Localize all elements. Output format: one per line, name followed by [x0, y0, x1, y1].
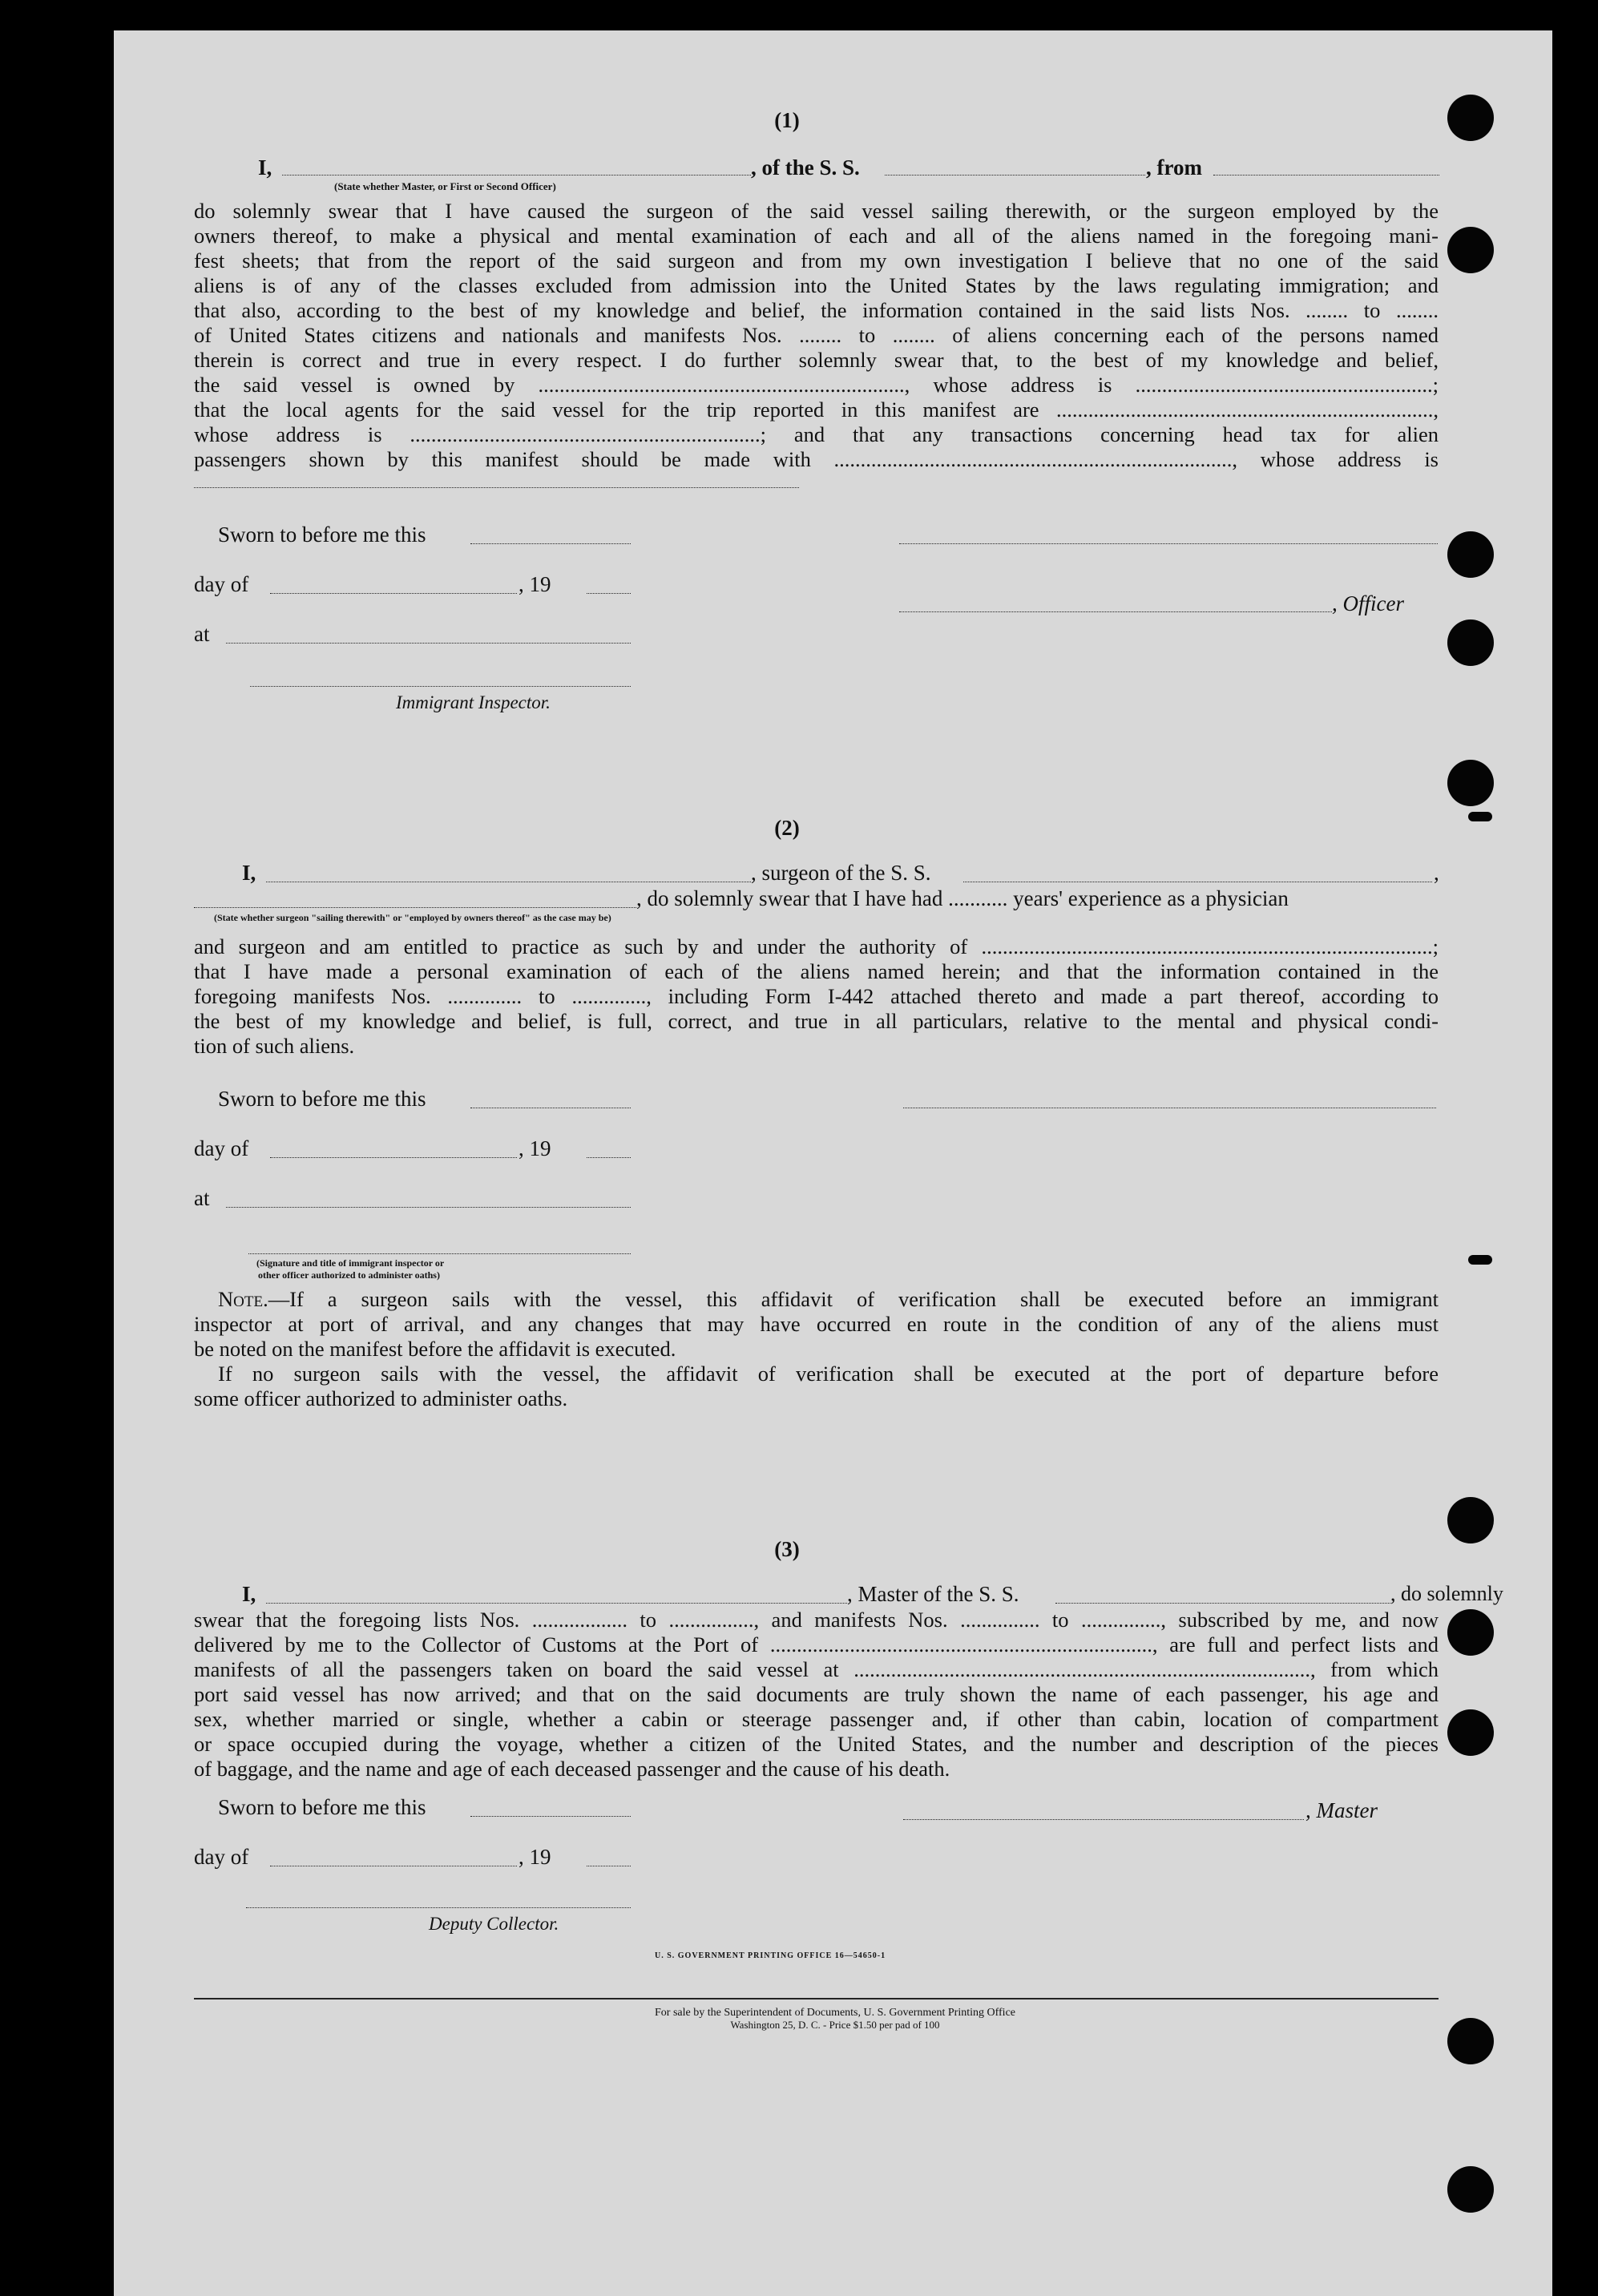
- oath-line: or space occupied during the voyage, whether a citizen of the United States, and the number and description of the pieces: [194, 1732, 1439, 1756]
- oath-line: manifests of all the passengers taken on board the said vessel at ......................................................................................, from which: [194, 1657, 1439, 1681]
- year-label: , 19: [519, 1845, 551, 1869]
- comma: ,: [1434, 861, 1439, 885]
- oath-i: I,: [258, 155, 272, 180]
- master-signature-field[interactable]: [903, 1819, 1304, 1820]
- sworn-label: Sworn to before me this: [218, 1087, 426, 1111]
- oath-line: tion of such aliens.: [194, 1034, 355, 1058]
- oath-line: sex, whether married or single, whether a cabin or steerage passenger and, if other than cabin, location of compartment: [194, 1707, 1439, 1731]
- oath-line: fest sheets; that from the report of the said surgeon and from my own investigation I believe that no one of the said: [194, 248, 1439, 272]
- punch-hole: [1447, 1497, 1494, 1543]
- oath-line: passengers shown by this manifest should be made with ..........................................................................., whose address is: [194, 447, 1439, 471]
- sale-notice: Washington 25, D. C. - Price $1.50 per pad of 100: [730, 2019, 940, 2031]
- year-label: , 19: [519, 1136, 551, 1160]
- signature-caption: (Signature and title of immigrant inspector or: [256, 1257, 445, 1269]
- oath-line: of United States citizens and nationals and manifests Nos. ........ to ........ of aliens concerning each of the persons named: [194, 323, 1439, 347]
- punch-hole: [1447, 1609, 1494, 1656]
- oath-line: port said vessel has now arrived; and that on the said documents are truly shown the name of each passenger, his age and: [194, 1682, 1439, 1706]
- year-field[interactable]: [587, 1157, 631, 1158]
- signature-caption: other officer authorized to administer oaths): [258, 1269, 440, 1281]
- punch-hole: [1447, 619, 1494, 666]
- punch-hole: [1447, 95, 1494, 141]
- punch-hole: [1447, 760, 1494, 806]
- oath-line: do solemnly swear that I have caused the surgeon of the said vessel sailing therewith, or the surgeon employed by the: [194, 199, 1439, 223]
- oath-line: foregoing manifests Nos. .............. to .............., including Form I-442 attached thereto and made a part thereof, according to: [194, 984, 1439, 1008]
- oath-line: swear that the foregoing lists Nos. .................. to ................, and manifests Nos. ............... to ..............., subscribed by me, and now: [194, 1608, 1439, 1632]
- punch-hole: [1447, 2166, 1494, 2213]
- oath-i: I,: [242, 1582, 256, 1606]
- officer-label: , Officer: [1332, 591, 1404, 615]
- officer-caption: (State whether Master, or First or Second Officer): [334, 180, 556, 192]
- note-text: [194, 1287, 1439, 1411]
- day-of-field[interactable]: [270, 1157, 517, 1158]
- oath-line: whose address is ..................................................................; and that any transactions concerning head tax for alien: [194, 422, 1439, 446]
- surgeon-of-ss-label: , surgeon of the S. S.: [751, 861, 931, 885]
- day-of-label: day of: [194, 1136, 249, 1160]
- master-label: , Master: [1305, 1798, 1378, 1822]
- year-label: , 19: [519, 572, 551, 596]
- day-of-label: day of: [194, 1845, 249, 1869]
- at-label: at: [194, 622, 210, 646]
- address-continuation-field[interactable]: [194, 487, 799, 488]
- vessel-name-field[interactable]: [1055, 1603, 1390, 1604]
- punch-hole: [1447, 227, 1494, 273]
- at-place-field[interactable]: [226, 643, 631, 644]
- note-line: some officer authorized to administer oaths.: [194, 1386, 568, 1410]
- surgeon-caption: (State whether surgeon "sailing therewith" or "employed by owners thereof" as the case may be): [214, 912, 611, 923]
- vessel-name-field[interactable]: [885, 175, 1145, 176]
- year-field[interactable]: [587, 593, 631, 594]
- at-place-field[interactable]: [226, 1207, 631, 1208]
- officer-title-field[interactable]: [899, 611, 1332, 612]
- punch-hole: [1468, 1255, 1492, 1265]
- inspector-signature-field[interactable]: [248, 1253, 631, 1254]
- oath-line: owners thereof, to make a physical and mental examination of each and all of the aliens named in the foregoing mani-: [194, 224, 1439, 248]
- footer-rule: [194, 1998, 1439, 1999]
- note-line: inspector at port of arrival, and any changes that may have occurred en route in the condition of any of the aliens must: [194, 1312, 1439, 1336]
- sworn-date-field[interactable]: [470, 1816, 631, 1817]
- gpo-imprint: U. S. GOVERNMENT PRINTING OFFICE 16—54650-1: [655, 1951, 886, 1960]
- oath-i: I,: [242, 861, 256, 885]
- oath-line: of baggage, and the name and age of each deceased passenger and the cause of his death.: [194, 1757, 950, 1781]
- section1-oath-text: [194, 199, 1439, 472]
- oath-line: the best of my knowledge and belief, is full, correct, and true in all particulars, relative to the mental and physical condi-: [194, 1009, 1439, 1033]
- do-solemnly-label: , do solemnly: [1390, 1582, 1503, 1605]
- section-number: (1): [774, 108, 800, 132]
- at-label: at: [194, 1186, 210, 1210]
- note-line: If no surgeon sails with the vessel, the affidavit of verification shall be executed at the port of departure before: [218, 1362, 1439, 1386]
- master-name-field[interactable]: [266, 1603, 847, 1604]
- oath-line: that the local agents for the said vessel for the trip reported in this manifest are .......................................................................,: [194, 397, 1439, 422]
- punch-hole: [1447, 1709, 1494, 1756]
- deputy-collector-label: Deputy Collector.: [429, 1914, 559, 1934]
- section-number: (2): [774, 816, 800, 840]
- punch-hole: [1468, 812, 1492, 821]
- from-port-field[interactable]: [1213, 175, 1439, 176]
- deputy-collector-signature-field[interactable]: [246, 1907, 631, 1908]
- surgeon-status-field[interactable]: [194, 907, 636, 908]
- section-number: (3): [774, 1537, 800, 1561]
- from-label: , from: [1146, 155, 1202, 180]
- sworn-label: Sworn to before me this: [218, 523, 426, 547]
- inspector-label: Immigrant Inspector.: [396, 692, 551, 712]
- note-label: Note.: [218, 1287, 268, 1311]
- note-line: [194, 1287, 1439, 1312]
- oath-line: that also, according to the best of my knowledge and belief, the information contained in the said lists Nos. ........ to ........: [194, 298, 1439, 322]
- form-page: [114, 30, 1552, 2296]
- master-of-ss-label: , Master of the S. S.: [847, 1582, 1019, 1606]
- oath-line: therein is correct and true in every respect. I do further solemnly swear that, to the best of my knowledge and belief,: [194, 348, 1439, 372]
- oath-line: the said vessel is owned by ....................................................................., whose address is ........................................................;: [194, 373, 1439, 397]
- oath-line: and surgeon and am entitled to practice as such by and under the authority of .....................................................................................;: [194, 934, 1439, 958]
- note-line-text: —If a surgeon sails with the vessel, this affidavit of verification shall be executed before an immigrant: [268, 1287, 1439, 1311]
- officer-name-field[interactable]: [282, 175, 751, 176]
- of-the-ss-label: , of the S. S.: [751, 155, 860, 180]
- section2-oath-text: [194, 934, 1439, 1059]
- officer-signature-field[interactable]: [899, 543, 1438, 544]
- oath-line: that I have made a personal examination of each of the aliens named herein; and that the information contained in the: [194, 959, 1439, 983]
- sworn-date-field[interactable]: [470, 543, 631, 544]
- sale-notice: For sale by the Superintendent of Documents, U. S. Government Printing Office: [655, 2007, 1015, 2019]
- punch-hole: [1447, 531, 1494, 578]
- day-of-field[interactable]: [270, 593, 517, 594]
- sworn-label: Sworn to before me this: [218, 1795, 426, 1819]
- note-line: be noted on the manifest before the affidavit is executed.: [194, 1337, 676, 1361]
- inspector-signature-field[interactable]: [250, 686, 631, 687]
- section3-oath-text: [194, 1608, 1439, 1782]
- oath-line: aliens is of any of the classes excluded from admission into the United States by the laws regulating immigration; and: [194, 273, 1439, 297]
- oath-line: delivered by me to the Collector of Customs at the Port of ........................................................................, are full and perfect lists and: [194, 1632, 1439, 1656]
- punch-hole: [1447, 2018, 1494, 2064]
- day-of-label: day of: [194, 572, 249, 596]
- surgeon-oath-line: , do solemnly swear that I have had ........... years' experience as a physician: [636, 886, 1289, 910]
